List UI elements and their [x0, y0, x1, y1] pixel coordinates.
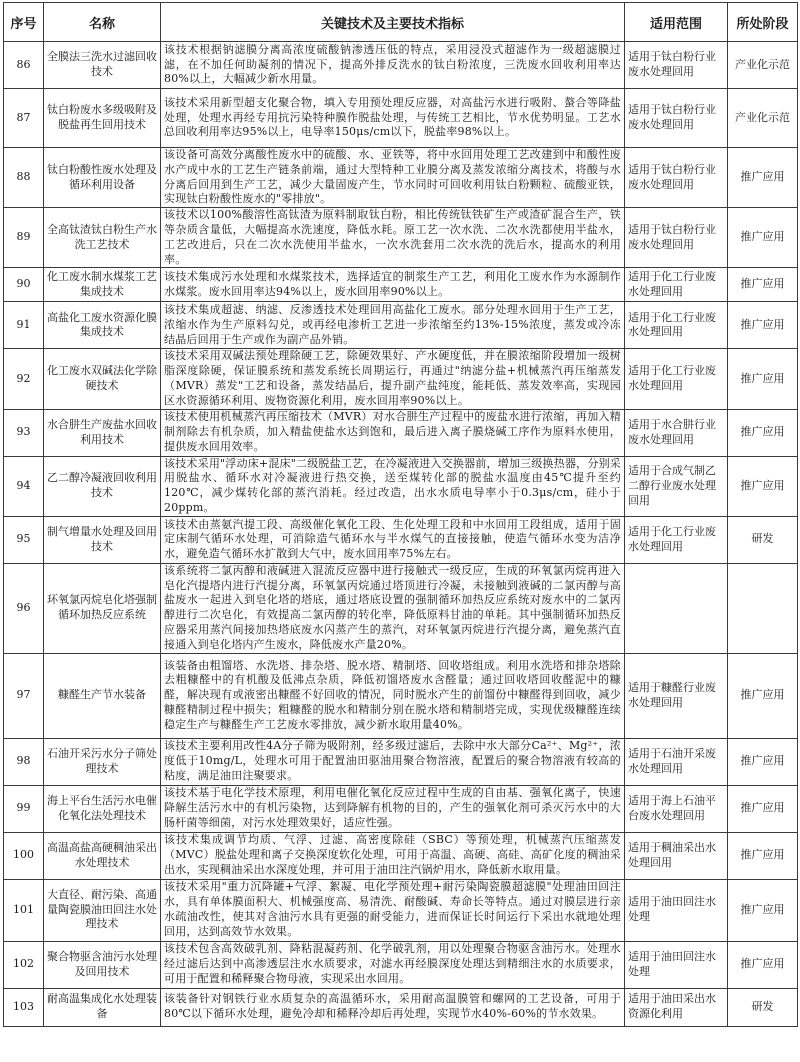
development-stage: 推广应用: [728, 941, 798, 988]
row-number: 100: [4, 832, 44, 879]
technology-name: 糠醛生产节水装备: [44, 653, 161, 738]
technology-description: 该技术基于电化学技术原理，利用电催化氧化反应过程中生成的自由基、强氧化离子，快速降解生活污水中的有机污染物，达到降解有机物的目的，产生的强氧化剂可杀灭污水中的大肠杆菌等细菌，对污水处理效果好，适应性强。: [161, 785, 625, 832]
header-name: 名称: [44, 3, 161, 42]
row-number: 94: [4, 456, 44, 516]
technology-description: 该技术由蒸氨汽提工段、高级催化氧化工段、生化处理工段和中水回用工段组成，适用于固定床制气循环水处理，可消除造气循环水与半水煤气的直接接触，使造气循环水变为洁净水，避免造气循环水扩散到大气中，废水回用率75%左右。: [161, 516, 625, 563]
technology-description: 该技术集成超滤、纳滤、反渗透技术处理回用高盐化工废水。部分处理水回用于生产工艺，浓缩水作为生产原料勾兑，或再经电渗析工艺进一步浓缩至约13%-15%浓度，蒸发或冷冻结晶后回用于生产或作为副产品外销。: [161, 302, 625, 349]
table-body: [4, 42, 798, 1027]
technology-name: 制气增量水处理及回用技术: [44, 516, 161, 563]
table-header-row: [4, 3, 798, 42]
technology-name: 水合肼生产废盐水回收利用技术: [44, 409, 161, 456]
technology-description: 该技术集成污水处理和水煤浆技术，选择适宜的制浆生产工艺，利用化工废水作为水源制作水煤浆。废水回用率达94%以上，废水回用率90%以上。: [161, 268, 625, 302]
table-row: [4, 409, 798, 456]
development-stage: 研发: [728, 988, 798, 1026]
technology-name: 化工废水双碱法化学除硬技术: [44, 349, 161, 409]
table-row: [4, 268, 798, 302]
table-row: [4, 738, 798, 785]
row-number: 103: [4, 988, 44, 1026]
row-number: 101: [4, 879, 44, 941]
header-scope: 适用范围: [625, 3, 728, 42]
table-row: [4, 516, 798, 563]
application-scope: 适用于油田回注水处理: [625, 879, 728, 941]
application-scope: 适用于化工行业废水处理回用: [625, 349, 728, 409]
application-scope: 适用于合成气制乙二醇行业废水处理回用: [625, 456, 728, 516]
development-stage: 产业化示范: [728, 89, 798, 148]
technology-description: 该技术主要利用改性4A分子筛为吸附剂，经多级过滤后，去除中水大部分Ca²⁺、Mg²⁺，浓度低于10mg/L，处理水可用于配置油田驱油用聚合物溶液，配置后的聚合物溶液有较高的粘度，满足油田注聚要求。: [161, 738, 625, 785]
table-row: [4, 42, 798, 89]
technology-name: 乙二醇冷凝液回收利用技术: [44, 456, 161, 516]
technology-name: 海上平台生活污水电催化氧化法处理技术: [44, 785, 161, 832]
development-stage: 推广应用: [728, 456, 798, 516]
application-scope: 适用于钛白粉行业废水处理回用: [625, 208, 728, 268]
table-row: [4, 208, 798, 268]
row-number: 89: [4, 208, 44, 268]
table-row: [4, 349, 798, 409]
row-number: 86: [4, 42, 44, 89]
development-stage: 推广应用: [728, 653, 798, 738]
header-no: 序号: [4, 3, 44, 42]
technology-name: 石油开采污水分子筛处理技术: [44, 738, 161, 785]
application-scope: 适用于化工行业废水处理回用: [625, 302, 728, 349]
development-stage: 推广应用: [728, 302, 798, 349]
technology-description: 该技术使用机械蒸汽再压缩技术（MVR）对水合肼生产过程中的废盐水进行浓缩，再加入精制剂除去有机杂质，加入精盐使盐水达到饱和，最后进入离子膜烧碱工序作为原料水使用，提供废水回用效率。: [161, 409, 625, 456]
development-stage: 研发: [728, 516, 798, 563]
application-scope: 适用于油田采出水资源化利用: [625, 988, 728, 1026]
header-desc: 关键技术及主要技术指标: [161, 3, 625, 42]
table-row: [4, 785, 798, 832]
application-scope: 适用于钛白粉行业废水处理回用: [625, 148, 728, 208]
development-stage: [728, 563, 798, 653]
technology-description: 该技术采用"浮动床+混床"二级脱盐工艺，在冷凝液进入交换器前，增加三级换热器，分别采用脱盐水、循环水对冷凝液进行热交换，送至煤转化部的脱盐水温度由45℃提升至约120℃，减少煤转化部的蒸汽消耗。经过改造，出水水质电导率小于0.3μs/cm，硅小于20ppm。: [161, 456, 625, 516]
table-row: [4, 563, 798, 653]
application-scope: 适用于石油开采废水处理回用: [625, 738, 728, 785]
technology-description: 该技术采用新型超支化聚合物，填入专用预处理反应器，对高盐污水进行吸附、螯合等降盐处理，处理水再经专用抗污染特种膜作脱盐处理，与传统工艺相比，节水优势明显。工艺水总回收利用率达95%以上，电导率150μs/cm以下，脱盐率98%以上。: [161, 89, 625, 148]
row-number: 92: [4, 349, 44, 409]
row-number: 90: [4, 268, 44, 302]
application-scope: 适用于海上石油平台废水处理回用: [625, 785, 728, 832]
development-stage: 推广应用: [728, 148, 798, 208]
technology-description: 该技术采用"重力沉降罐+气浮、絮凝、电化学预处理+耐污染陶瓷膜超滤膜"处理油田回注水，具有单体膜面积大、机械强度高、易清洗、耐酸碱、寿命长等特点。通过对膜层进行亲水疏油改性，使其对含油污水具有更强的耐受能力，进而保证长时间运行下采出水就地处理回用，达到高效节水效果。: [161, 879, 625, 941]
technology-description: 该装备针对钢铁行业水质复杂的高温循环水，采用耐高温膜管和螺网的工艺设备，可用于80℃以下循环水处理，避免冷却和稀释冷却后再处理，实现节水40%-60%的节水效果。: [161, 988, 625, 1026]
application-scope: [625, 563, 728, 653]
application-scope: 适用于稠油采出水处理回用: [625, 832, 728, 879]
development-stage: 推广应用: [728, 349, 798, 409]
row-number: 99: [4, 785, 44, 832]
row-number: 98: [4, 738, 44, 785]
table-row: [4, 941, 798, 988]
technology-name: 高温高盐高硬稠油采出水处理技术: [44, 832, 161, 879]
table-row: [4, 456, 798, 516]
development-stage: 推广应用: [728, 208, 798, 268]
technology-description: 该设备可高效分离酸性废水中的硫酸、水、亚铁等，将中水回用处理工艺改建到中和酸性废水产成中水的工艺生产链条前端，通过大型特种工业膜分离及蒸发浓缩分离技术，将酸与水分离后回用到生产工艺，减少大量固废产生，节水同时可回收利用钛白粉颗粒、硫酸亚铁，实现钛白粉酸性废水的"零排放"。: [161, 148, 625, 208]
row-number: 102: [4, 941, 44, 988]
development-stage: 推广应用: [728, 785, 798, 832]
technology-description: 该技术根据钠滤膜分离高浓度硫酸钠渗透压低的特点，采用浸没式超滤作为一级超滤膜过滤，在不加任何助凝剂的情况下，提高外排反洗水的钛白粉浓度，三洗废水回收利用率达80%以上，大幅减少新水用量。: [161, 42, 625, 89]
technology-name: 大直径、耐污染、高通量陶瓷膜油田回注水处理技术: [44, 879, 161, 941]
technology-name: 全膜法三洗水过滤回收技术: [44, 42, 161, 89]
application-scope: 适用于化工行业废水处理回用: [625, 516, 728, 563]
technology-name: 环氧氯丙烷皂化塔强制循环加热反应系统: [44, 563, 161, 653]
development-stage: 推广应用: [728, 268, 798, 302]
table-row: [4, 879, 798, 941]
application-scope: 适用于化工行业废水处理回用: [625, 268, 728, 302]
application-scope: 适用于钛白粉行业废水处理回用: [625, 42, 728, 89]
row-number: 87: [4, 89, 44, 148]
technology-description: 该技术采用双碱法预处理除硬工艺，除硬效果好、产水硬度低，并在膜浓缩阶段增加一级树脂深度除硬，保证膜系统和蒸发系统长周期运行，再通过"纳滤分盐+机械蒸汽再压缩蒸发（MVR）蒸发"工艺和设备，蒸发结晶后，提升副产盐纯度，能耗低、蒸发效率高，实现园区水资源循环利用、废物资源化利用，废水回用率90%以上。: [161, 349, 625, 409]
development-stage: 推广应用: [728, 409, 798, 456]
row-number: 96: [4, 563, 44, 653]
development-stage: 产业化示范: [728, 42, 798, 89]
application-scope: 适用于糠醛行业废水处理回用: [625, 653, 728, 738]
technology-name: 聚合物驱含油污水处理及回用技术: [44, 941, 161, 988]
technology-description: 该装备由粗馏塔、水洗塔、排杂塔、脱水塔、精制塔、回收塔组成。利用水洗塔和排杂塔除去粗糠醛中的有机酸及低沸点杂质，降低初馏塔废水含醛量；通过回收塔回收醛泥中的糠醛，解决现有或液密出糠醛不好回收的情况，同时脱水产生的前馏份中糠醛得到回收，减少糠醛精制过程中损失；粗糠醛的脱水和精制分别在脱水塔和精制塔完成，实现优级糠醛连续稳定生产与糠醛生产工艺废水零排放，减少新水取用量40%。: [161, 653, 625, 738]
row-number: 97: [4, 653, 44, 738]
technology-name: 钛白粉废水多级吸附及脱盐再生回用技术: [44, 89, 161, 148]
table-row: [4, 988, 798, 1026]
application-scope: 适用于水合肼行业废水处理回用: [625, 409, 728, 456]
technology-description: 该技术以100%酸溶性高钛渣为原料制取钛白粉，相比传统钛铁矿生产或渣矿混合生产，铁等杂质含量低，大幅提高水洗速度，降低水耗。原工艺一次水洗、二次水洗都使用半盐水，工艺改进后，只在二次水洗使用半盐水，一次水洗套用二次水洗的洗后水，提高水的利用率。: [161, 208, 625, 268]
table-row: [4, 89, 798, 148]
technology-name: 高盐化工废水资源化膜集成技术: [44, 302, 161, 349]
row-number: 95: [4, 516, 44, 563]
application-scope: 适用于油田回注水处理: [625, 941, 728, 988]
table-row: [4, 148, 798, 208]
technology-name: 化工废水制水煤浆工艺集成技术: [44, 268, 161, 302]
technology-name: 全高钛渣钛白粉生产水洗工艺技术: [44, 208, 161, 268]
table-row: [4, 653, 798, 738]
header-stage: 所处阶段: [728, 3, 798, 42]
development-stage: 推广应用: [728, 738, 798, 785]
development-stage: 推广应用: [728, 832, 798, 879]
application-scope: 适用于钛白粉行业废水处理回用: [625, 89, 728, 148]
technology-table: [3, 2, 798, 1027]
table-row: [4, 832, 798, 879]
row-number: 88: [4, 148, 44, 208]
row-number: 93: [4, 409, 44, 456]
technology-name: 钛白粉酸性废水处理及循环利用设备: [44, 148, 161, 208]
row-number: 91: [4, 302, 44, 349]
technology-description: 该系统将二氯丙醇和液碱进入混流反应器中进行接触式一级反应，生成的环氧氯丙烷再进入皂化汽提塔内进行汽提分离，环氧氯丙烷通过塔顶进行冷凝，未接触到液碱的二氯丙醇与高盐废水一起进入到皂化塔的塔底，通过塔底设置的强制循环加热反应系统对废水中的二氯丙醇进行二次皂化，有效提高二氯丙醇的转化率，降低原料甘油的单耗。其中强制循环加热反应器采用蒸汽间接加热塔底废水闪蒸产生的蒸汽，对环氧氯丙烷进行汽提分离，避免蒸汽直接通入到皂化塔内产生废水，降低废水产量20%。: [161, 563, 625, 653]
development-stage: 推广应用: [728, 879, 798, 941]
technology-description: 该技术包含高效破乳剂、降粘混凝药剂、化学破乳剂，用以处理聚合物驱含油污水。处理水经过滤后达到中高渗透层注水水质要求，对滤水再经膜深度处理达到精细注水的水质要求，可用于配置和稀释聚合物母液，实现采出水回用。: [161, 941, 625, 988]
table-row: [4, 302, 798, 349]
technology-name: 耐高温集成化水处理装备: [44, 988, 161, 1026]
technology-description: 该技术集成调节均质、气浮、过滤、高密度除硅（SBC）等预处理，机械蒸汽压缩蒸发（MVC）脱盐处理和离子交换深度软化处理，可用于高温、高硬、高硅、高矿化度的稠油采出水，实现稠油采出水深度处理，并可用于油田注汽锅炉用水，降低新水取用量。: [161, 832, 625, 879]
